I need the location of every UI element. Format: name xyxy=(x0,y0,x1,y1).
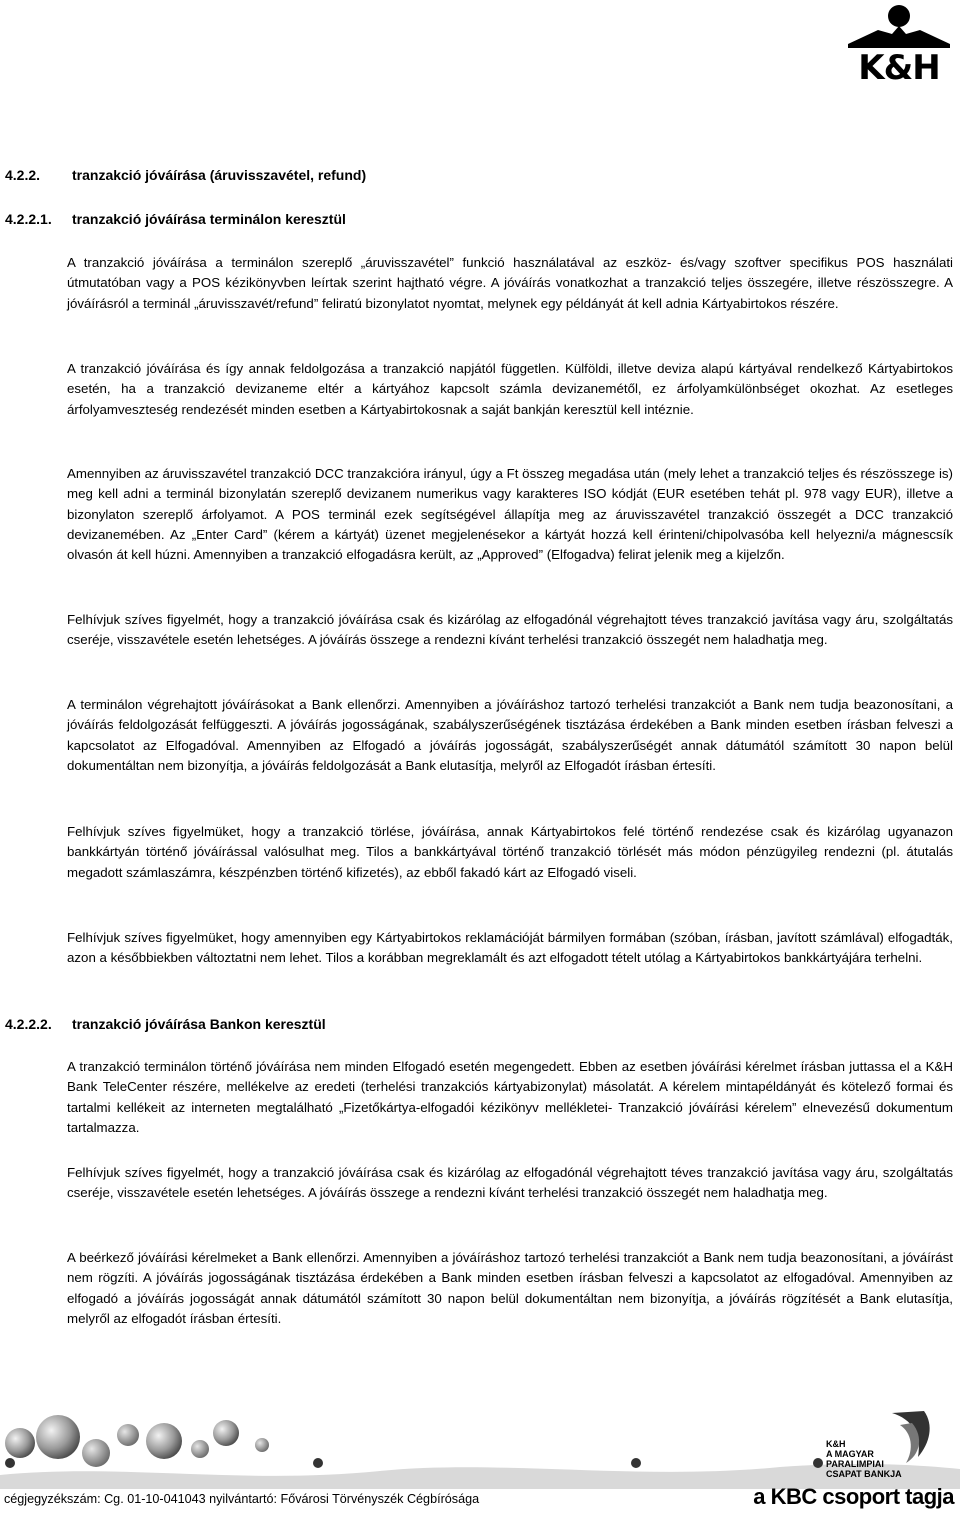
kbc-slogan: a KBC csoport tagja xyxy=(753,1484,954,1509)
section-number: 4.2.2. xyxy=(5,167,41,183)
logo-wordmark: K&H xyxy=(858,48,940,88)
badge-line: CSAPAT BANKJA xyxy=(826,1469,902,1479)
paragraph: A tranzakció jóváírása és így annak feldolgozása a tranzakció napjától független. Külföldi, illetve deviza alapú kártyával rendelkező Kártyabirtokos esetén, ha a tranzakció devizaneme eltér a kártyához kapcsolt számla devizanemétől, ez árfolyamkülönbséget okozhat. Az esetleges árfolyamveszteség rendezését minden esetben a Kártyabirtokosnak a saját bankján keresztül kell intéznie. xyxy=(67,361,953,417)
paragraph: A beérkező jóváírási kérelmeket a Bank ellenőrzi. Amennyiben a jóváíráshoz tartozó terhelési tranzakciót a Bank nem tudja beazonosítani, a jóváírást nem rögzíti. A jóváírás jogosságának tisztázása érdekében a Bank minden esetben írásban felveszi a kapcsolatot az elfogadóval. Amennyiben az elfogadó a jóváírás jogosságát annak dátumától számított 30 napon belül dokumentáltan nem bizonyítja, a jóváírás rögzítését a Bank elutasítja, melyről az elfogadót írásban értesíti. xyxy=(67,1250,953,1326)
badge-line: PARALIMPIAI xyxy=(826,1459,884,1469)
company-registration: cégjegyzékszám: Cg. 01-10-041043 nyilvántartó: Fővárosi Törvényszék Cégbírósága xyxy=(4,1492,480,1506)
paragraph: Amennyiben az áruvisszavétel tranzakció DCC tranzakcióra irányul, úgy a Ft összeg megadása után (mely lehet a tranzakció teljes és részösszege is) meg kell adni a terminál bizonylatán szereplő devizanem numerikus vagy karakteres ISO kódját (EUR esetében tehát pl. 978 vagy EUR), illetve a bizonylaton szereplő árfolyamot. A POS terminál ezek segítségével állapítja meg az áruvisszavétel tranzakció összegét a DCC tranzakció devizanemében. Az „Enter Card” (kérem a kártyát) üzenet megjelenésekor a kártyát hozzá kell érinteni/chipolvasóba kell helyezni/a mágnescsík olvasón át kell húzni. Amennyiben a tranzakció elfogadásra került, az „Approved” (Elfogadva) felirat jelenik meg a kijelzőn. xyxy=(67,466,953,563)
subsection-number: 4.2.2.1. xyxy=(5,211,52,227)
kh-logo xyxy=(838,0,960,90)
subsection-title: tranzakció jóváírása Bankon keresztül xyxy=(72,1016,326,1032)
subsection-title: tranzakció jóváírása terminálon keresztül xyxy=(72,211,346,227)
paragraph: Felhívjuk szíves figyelmüket, hogy amennyiben egy Kártyabirtokos reklamációját bármilyen formában (szóban, írásban, javított számlával) elfogadták, azon a későbbiekben változtatni nem lehet. Tilos a korábban megreklamált és azt elfogadott tételt utólag a Kártyabirtokos bankkártyájára terhelni. xyxy=(67,930,953,966)
badge-line: A MAGYAR xyxy=(826,1449,874,1459)
subsection-number: 4.2.2.2. xyxy=(5,1016,52,1032)
paragraph: Felhívjuk szíves figyelmét, hogy a tranzakció jóváírása csak és kizárólag az elfogadónál végrehajtott téves tranzakció javítása vagy áru, szolgáltatás cseréje, visszavétele esetén lehetséges. A jóváírás összege a rendezni kívánt terhelési tranzakció összegét nem haladhatja meg. xyxy=(67,612,953,648)
paragraph: Felhívjuk szíves figyelmüket, hogy a tranzakció törlése, jóváírása, annak Kártyabirtokos felé történő rendezése csak és kizárólag ugyanazon bankkártyán történő jóváírással valósulhat meg. Tilos a bankkártyával történő tranzakció törlését más módon pénzügyileg rendezni (pl. átutalás megadott számlaszámra, készpénzben történő kifizetés), az ebből fakadó kárt az Elfogadó viseli. xyxy=(67,824,953,880)
badge-line: K&H xyxy=(826,1439,846,1449)
paragraph: Felhívjuk szíves figyelmét, hogy a tranzakció jóváírása csak és kizárólag az elfogadónál végrehajtott téves tranzakció javítása vagy áru, szolgáltatás cseréje, visszavétele esetén lehetséges. A jóváírás összege a rendezni kívánt terhelési tranzakció összegét nem haladhatja meg. xyxy=(67,1165,953,1201)
paragraph: A tranzakció jóváírása a terminálon szereplő „áruvisszavétel” funkció használatával az eszköz- és/vagy szoftver specifikus POS használati útmutatóban vagy a POS kézikönyvben leírtak szerint hajtható végre. A jóváírás vonatkozhat a tranzakció teljes összegére, illetve részösszegre. A jóváírásról a terminál „áruvisszavét/refund” feliratú bizonylatot nyomtat, melynek egy példányát át kell adnia Kártyabirtokos részére. xyxy=(67,255,953,311)
section-title: tranzakció jóváírása (áruvisszavétel, refund) xyxy=(72,167,367,183)
paralympic-badge xyxy=(826,1439,902,1479)
kh-logo-mark-icon xyxy=(838,0,960,48)
paragraph: A terminálon végrehajtott jóváírásokat a Bank ellenőrzi. Amennyiben a jóváíráshoz tartozó terhelési tranzakciót a Bank nem tudja beazonosítani, a jóváírás feldolgozását felfüggeszti. A jóváírás jogosságának, szabályszerűségének tisztázása érdekében a Bank minden esetben írásban felveszi a kapcsolatot az Elfogadóval. Amennyiben az Elfogadó a jóváírás jogosságát, szabályszerűségét annak dátumától számított 30 napon belül dokumentáltan nem bizonyítja, a jóváírás feldolgozását a Bank elutasítja, melyről az Elfogadót írásban értesíti. xyxy=(67,697,953,773)
paragraph: A tranzakció terminálon történő jóváírása nem minden Elfogadó esetén megengedett. Ebben az esetben jóváírási kérelmet írásban juttassa el a K&H Bank TeleCenter részére, mellékelve az eredeti (terhelési tranzakciós kártyabizonylat) másolatát. A kérelem mintapéldányát és kötelező formai és tartalmi kellékeit az interneten megtalálható „Fizetőkártya-elfogadói kézikönyv mellékletei- Tranzakció jóváírási kérelem” elnevezésű dokumentum tartalmazza. xyxy=(67,1059,953,1135)
